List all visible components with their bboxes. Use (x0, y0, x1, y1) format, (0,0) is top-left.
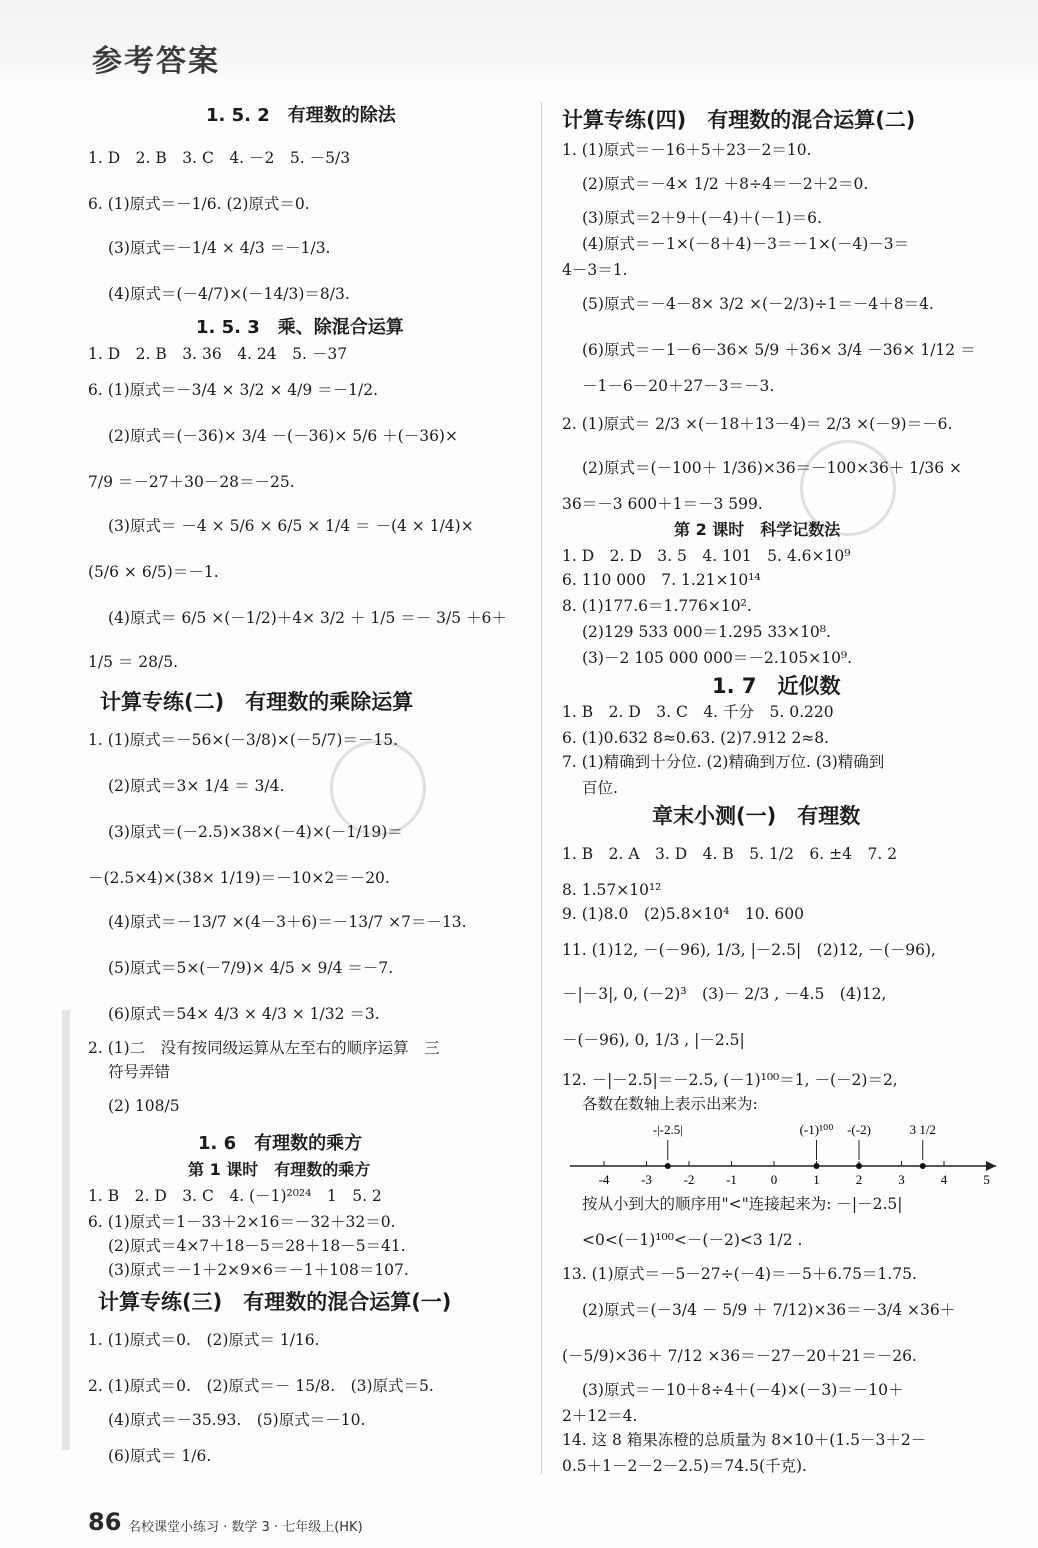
section-heading: 计算专练(二) 有理数的乘除运算 (100, 690, 414, 714)
answer-line: 百位. (582, 779, 618, 797)
answer-line: 11. (1)12, －(－96), 1/3, |－2.5| (2)12, －(－96), (562, 941, 936, 959)
answer-line: (5)原式＝5×(－7/9)× 4/5 × 9/4 ＝－7. (108, 959, 394, 977)
point-marker (814, 1163, 820, 1169)
answer-line: 4－3＝1. (562, 261, 628, 279)
page-number: 86 (88, 1508, 122, 1536)
answer-line: 6. (1)0.632 8≈0.63. (2)7.912 2≈8. (562, 729, 830, 747)
point-marker (920, 1163, 926, 1169)
answer-line: 1. D 2. D 3. 5 4. 101 5. 4.6×10⁹ (562, 547, 851, 565)
answer-line: －(2.5×4)×(38× 1/19)＝－10×2＝－20. (88, 869, 390, 887)
answer-line: 按从小到大的顺序用"<"连接起来为: －|－2.5| (582, 1195, 903, 1213)
section-heading: 1. 5. 2 有理数的除法 (206, 105, 396, 126)
answer-line: 6. (1)原式＝－1/6. (2)原式＝0. (88, 195, 310, 213)
answer-line: 2. (1)原式＝ 2/3 ×(－18＋13－4)＝ 2/3 ×(－9)＝－6. (562, 415, 953, 433)
answer-line: (3)原式＝2＋9＋(－4)＋(－1)＝6. (582, 209, 822, 227)
answer-line: 1. B 2. A 3. D 4. B 5. 1/2 6. ±4 7. 2 (562, 845, 898, 863)
answer-line: (4)原式＝－13/7 ×(4－3＋6)＝－13/7 ×7＝－13. (108, 913, 467, 931)
answer-line: 1. (1)原式＝－56×(－3/8)×(－5/7)＝－15. (88, 731, 399, 749)
answer-line: 2. (1)二 没有按同级运算从左至右的顺序运算 三 (88, 1039, 440, 1057)
answer-line: (6)原式＝－1－6－36× 5/9 ＋36× 3/4 －36× 1/12 ＝ (582, 341, 976, 359)
answer-line: (6)原式＝ 1/6. (108, 1447, 212, 1465)
tick-label: 0 (770, 1172, 778, 1187)
point-label: (-1)¹⁰⁰ (799, 1122, 834, 1137)
tick-label: -1 (726, 1172, 737, 1187)
answer-line: 1. B 2. D 3. C 4. (－1)²⁰²⁴ 1 5. 2 (88, 1187, 382, 1205)
section-heading: 1. 6 有理数的乘方 (198, 1133, 363, 1154)
answer-line: 1/5 ＝ 28/5. (88, 653, 179, 671)
answer-line: (2)原式＝4×7＋18－5＝28＋18－5＝41. (108, 1237, 406, 1255)
tick-label: 5 (983, 1172, 990, 1187)
book-info: 名校课堂小练习 · 数学 3 · 七年级上(HK) (128, 1520, 363, 1535)
point-label: -|-2.5| (652, 1122, 683, 1137)
answer-line: －|－3|, 0, (－2)³ (3)－ 2/3 , －4.5 (4)12, (562, 985, 887, 1003)
answer-line: (2)原式＝－4× 1/2 ＋8÷4＝－2＋2＝0. (582, 175, 869, 193)
section-heading: 第 1 课时 有理数的乘方 (188, 1160, 371, 1179)
answer-line: 6. (1)原式＝－3/4 × 3/2 × 4/9 ＝－1/2. (88, 381, 378, 399)
answer-line: 6. 110 000 7. 1.21×10¹⁴ (562, 571, 761, 589)
answer-line: (2)原式＝(－3/4 － 5/9 ＋ 7/12)×36＝－3/4 ×36＋ (582, 1301, 956, 1319)
answer-line: (4)原式＝－1×(－8＋4)－3＝－1×(－4)－3＝ (582, 235, 910, 253)
point-label: 3 1/2 (909, 1122, 936, 1137)
answer-line: (3)原式＝－10＋8÷4＋(－4)×(－3)＝－10＋ (582, 1381, 904, 1399)
tick-label: -2 (683, 1172, 695, 1187)
answer-line: <0<(－1)¹⁰⁰<－(－2)<3 1/2 . (582, 1231, 803, 1249)
answer-line: (3)原式＝(－2.5)×38×(－4)×(－1/19)＝ (108, 823, 403, 841)
answer-line: (4)原式＝－35.93. (5)原式＝－10. (108, 1411, 366, 1429)
answer-line: (3)原式＝－1/4 × 4/3 ＝－1/3. (108, 239, 331, 257)
tick-label: -3 (641, 1172, 652, 1187)
answer-line: (3)原式＝－1＋2×9×6＝－1＋108＝107. (108, 1261, 409, 1279)
answer-line: －1－6－20＋27－3＝－3. (582, 377, 775, 395)
answer-line: －(－96), 0, 1/3 , |－2.5| (562, 1031, 745, 1049)
section-heading: 章末小测(一) 有理数 (652, 804, 861, 828)
answer-line: 符号弄错 (108, 1063, 171, 1081)
answer-line: (3)原式＝ －4 × 5/6 × 6/5 × 1/4 ＝ －(4 × 1/4)× (108, 517, 474, 535)
tick-label: 4 (940, 1172, 948, 1187)
answer-line: (3)－2 105 000 000＝－2.105×10⁹. (582, 649, 853, 667)
point-label: -(-2) (847, 1122, 871, 1137)
answer-line: (2)129 533 000＝1.295 33×10⁸. (582, 623, 831, 641)
answer-line: 36＝－3 600＋1＝－3 599. (562, 495, 763, 513)
answer-line: 1. D 2. B 3. 36 4. 24 5. －37 (88, 345, 348, 363)
answer-line: (2)原式＝3× 1/4 ＝ 3/4. (108, 777, 285, 795)
answer-line: (5/6 × 6/5)＝－1. (88, 563, 219, 581)
section-heading: 1. 5. 3 乘、除混合运算 (196, 317, 404, 338)
answer-line: 各数在数轴上表示出来为: (582, 1095, 758, 1113)
answer-line: 9. (1)8.0 (2)5.8×10⁴ 10. 600 (562, 905, 805, 923)
tick-label: 1 (813, 1172, 820, 1187)
section-heading: 计算专练(四) 有理数的混合运算(二) (562, 108, 916, 132)
answer-line: (5)原式＝－4－8× 3/2 ×(－2/3)÷1＝－4＋8＝4. (582, 295, 934, 313)
answer-line: 1. B 2. D 3. C 4. 千分 5. 0.220 (562, 703, 834, 721)
answer-line: (6)原式＝54× 4/3 × 4/3 × 1/32 ＝3. (108, 1005, 380, 1023)
margin-strip (62, 1010, 70, 1450)
answer-line: (2)原式＝(－36)× 3/4 －(－36)× 5/6 ＋(－36)× (108, 427, 458, 445)
page-title: 参考答案 (92, 44, 220, 79)
answer-line: (2)原式＝(－100＋ 1/36)×36＝－100×36＋ 1/36 × (582, 459, 963, 477)
column-divider (541, 102, 542, 1474)
answer-line: 2. (1)原式＝0. (2)原式＝－ 15/8. (3)原式＝5. (88, 1377, 434, 1395)
answer-line: 14. 这 8 箱果冻橙的总质量为 8×10＋(1.5－3＋2－ (562, 1431, 927, 1449)
answer-line: 7. (1)精确到十分位. (2)精确到万位. (3)精确到 (562, 753, 885, 771)
tick-label: -4 (598, 1172, 610, 1187)
answer-line: (4)原式＝(－4/7)×(－14/3)＝8/3. (108, 285, 350, 303)
point-marker (856, 1163, 862, 1169)
answer-line: 8. 1.57×10¹² (562, 881, 662, 899)
answer-line: 6. (1)原式＝1－33＋2×16＝－32＋32＝0. (88, 1213, 396, 1231)
section-heading: 计算专练(三) 有理数的混合运算(一) (98, 1290, 452, 1314)
answer-line: 12. －|－2.5|＝－2.5, (－1)¹⁰⁰＝1, －(－2)＝2, (562, 1071, 898, 1089)
number-line (568, 1120, 1008, 1194)
tick-label: 2 (855, 1172, 863, 1187)
answer-line: 8. (1)177.6＝1.776×10². (562, 597, 752, 615)
answer-line: 13. (1)原式＝－5－27÷(－4)＝－5＋6.75＝1.75. (562, 1265, 917, 1283)
answer-line: (－5/9)×36＋ 7/12 ×36＝－27－20＋21＝－26. (562, 1347, 917, 1365)
answer-line: 1. (1)原式＝－16＋5＋23－2＝10. (562, 141, 812, 159)
section-heading: 1. 7 近似数 (712, 674, 841, 698)
answer-line: 2＋12＝4. (562, 1407, 638, 1425)
answer-line: 7/9 ＝－27＋30－28＝－25. (88, 473, 295, 491)
answer-line: (2) 108/5 (108, 1097, 180, 1115)
answer-line: 1. (1)原式＝0. (2)原式＝ 1/16. (88, 1331, 320, 1349)
answer-line: 0.5＋1－2－2－2.5)＝74.5(千克). (562, 1457, 807, 1475)
answer-line: 1. D 2. B 3. C 4. －2 5. －5/3 (88, 149, 351, 167)
number-line-svg (568, 1120, 1008, 1190)
tick-label: 3 (898, 1172, 905, 1187)
section-heading: 第 2 课时 科学记数法 (674, 520, 841, 539)
answer-line: (4)原式＝ 6/5 ×(－1/2)＋4× 3/2 ＋ 1/5 ＝－ 3/5 ＋6＋ (108, 609, 507, 627)
axis-arrow (986, 1161, 996, 1171)
point-marker (665, 1163, 671, 1169)
